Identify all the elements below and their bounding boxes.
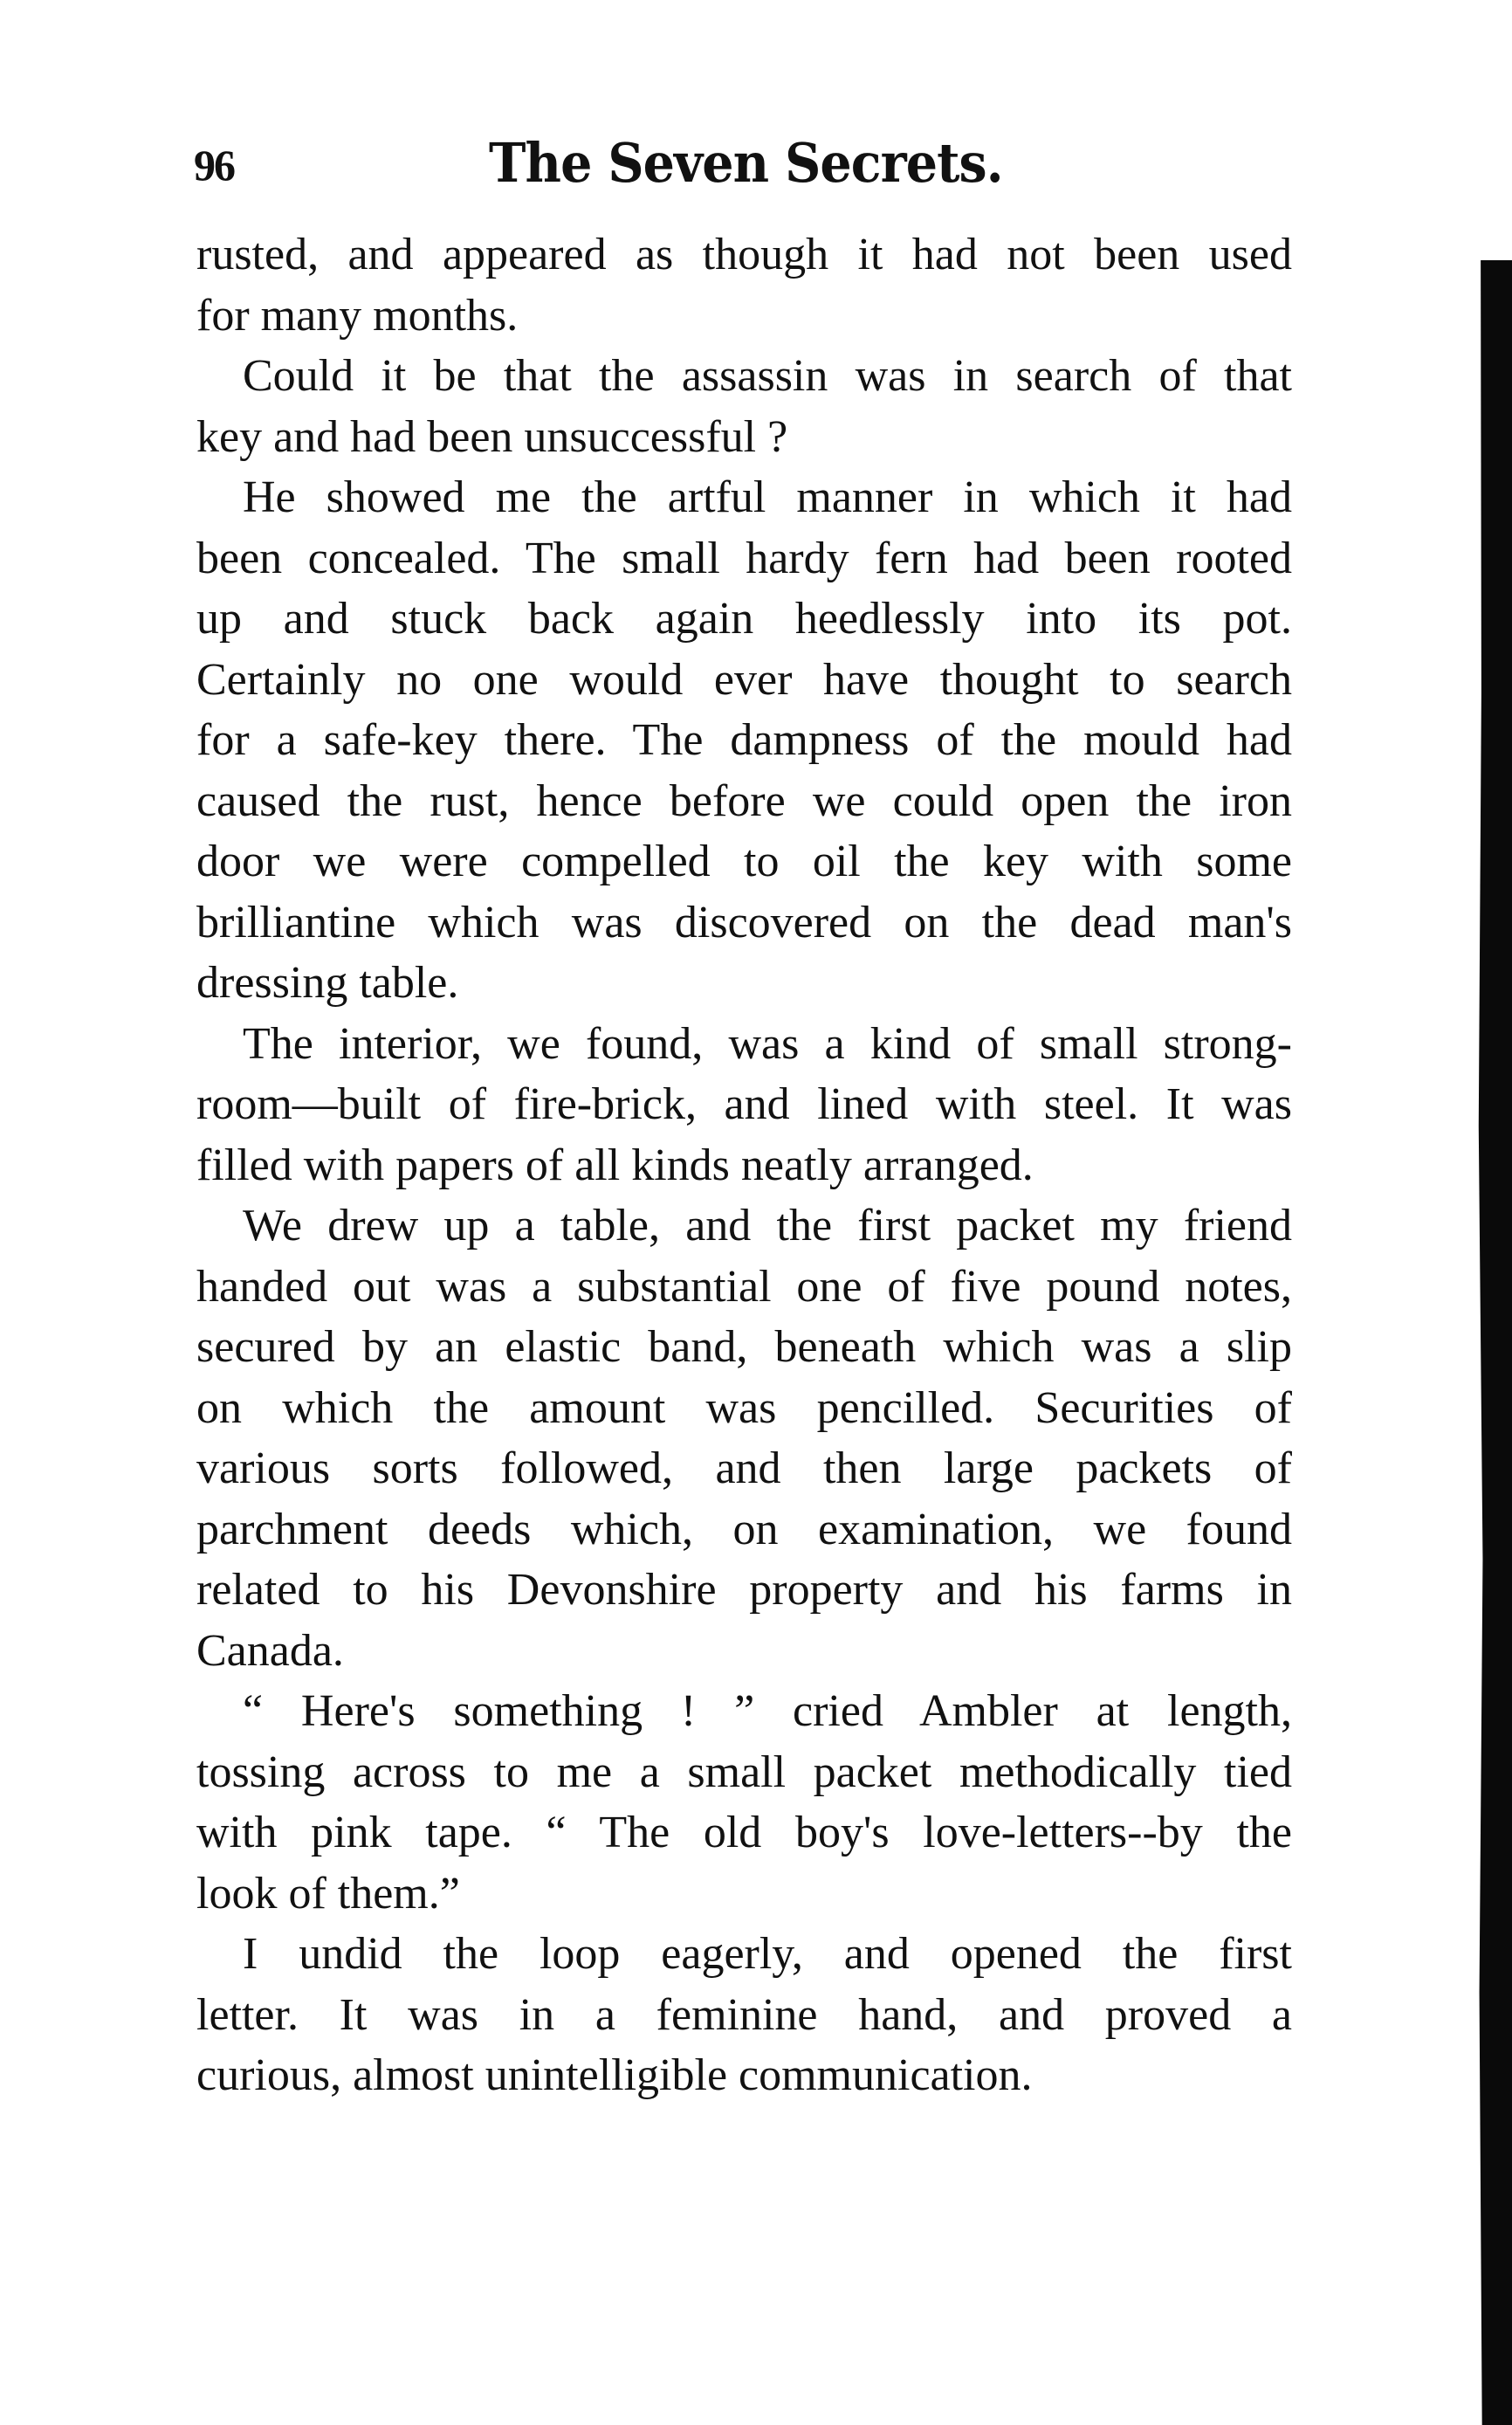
text-line: parchment deeds which, on examination, we found <box>196 1504 1292 1554</box>
text-line: dressing table. <box>196 958 459 1008</box>
text-line: curious, almost unintelligible communication. <box>196 2050 1033 2100</box>
text-line: Could it be that the assassin was in search of that <box>243 351 1292 401</box>
text-line: for many months. <box>196 290 519 341</box>
page-edge-shadow <box>1478 260 1512 2425</box>
text-line: “ Here's something ! ” cried Ambler at length, <box>243 1686 1292 1736</box>
text-line: been concealed. The small hardy fern had been rooted <box>196 533 1292 583</box>
text-line: rusted, and appeared as though it had not been used <box>196 230 1292 279</box>
text-line: look of them.” <box>196 1868 460 1919</box>
page-number: 96 <box>194 141 234 189</box>
text-line: on which the amount was pencilled. Securities of <box>196 1382 1292 1433</box>
text-line: The interior, we found, was a kind of small strong- <box>243 1018 1292 1069</box>
text-line: tossing across to me a small packet methodically tied <box>196 1746 1292 1797</box>
text-line: key and had been unsuccessful ? <box>196 411 788 462</box>
text-line: We drew up a table, and the first packet my friend <box>243 1201 1292 1250</box>
text-line: with pink tape. “ The old boy's love-letters--by the <box>196 1808 1292 1857</box>
text-line: filled with papers of all kinds neatly arranged. <box>196 1140 1034 1190</box>
text-line: room—built of fire-brick, and lined with steel. It was <box>196 1079 1292 1129</box>
text-line: Certainly no one would ever have thought to search <box>196 654 1292 705</box>
body-text <box>196 224 1292 2106</box>
text-line: for a safe-key there. The dampness of the mould had <box>196 715 1292 765</box>
text-line: various sorts followed, and then large packets of <box>196 1443 1292 1493</box>
text-line: caused the rust, hence before we could open the iron <box>196 775 1292 826</box>
text-line: door we were compelled to oil the key with some <box>196 837 1292 886</box>
text-line: handed out was a substantial one of five pound notes, <box>196 1261 1292 1312</box>
text-line: Canada. <box>196 1625 344 1676</box>
text-line: up and stuck back again heedlessly into its pot. <box>196 594 1292 644</box>
text-line: related to his Devonshire property and his farms in <box>196 1565 1292 1615</box>
text-line: letter. It was in a feminine hand, and proved a <box>196 1989 1292 2040</box>
text-line: I undid the loop eagerly, and opened the first <box>243 1929 1292 1979</box>
text-line: He showed me the artful manner in which it had <box>243 472 1292 522</box>
running-title: The Seven Secrets. <box>489 131 1003 195</box>
text-line: secured by an elastic band, beneath which was a slip <box>196 1322 1292 1372</box>
text-line: brilliantine which was discovered on the dead man's <box>196 897 1292 947</box>
